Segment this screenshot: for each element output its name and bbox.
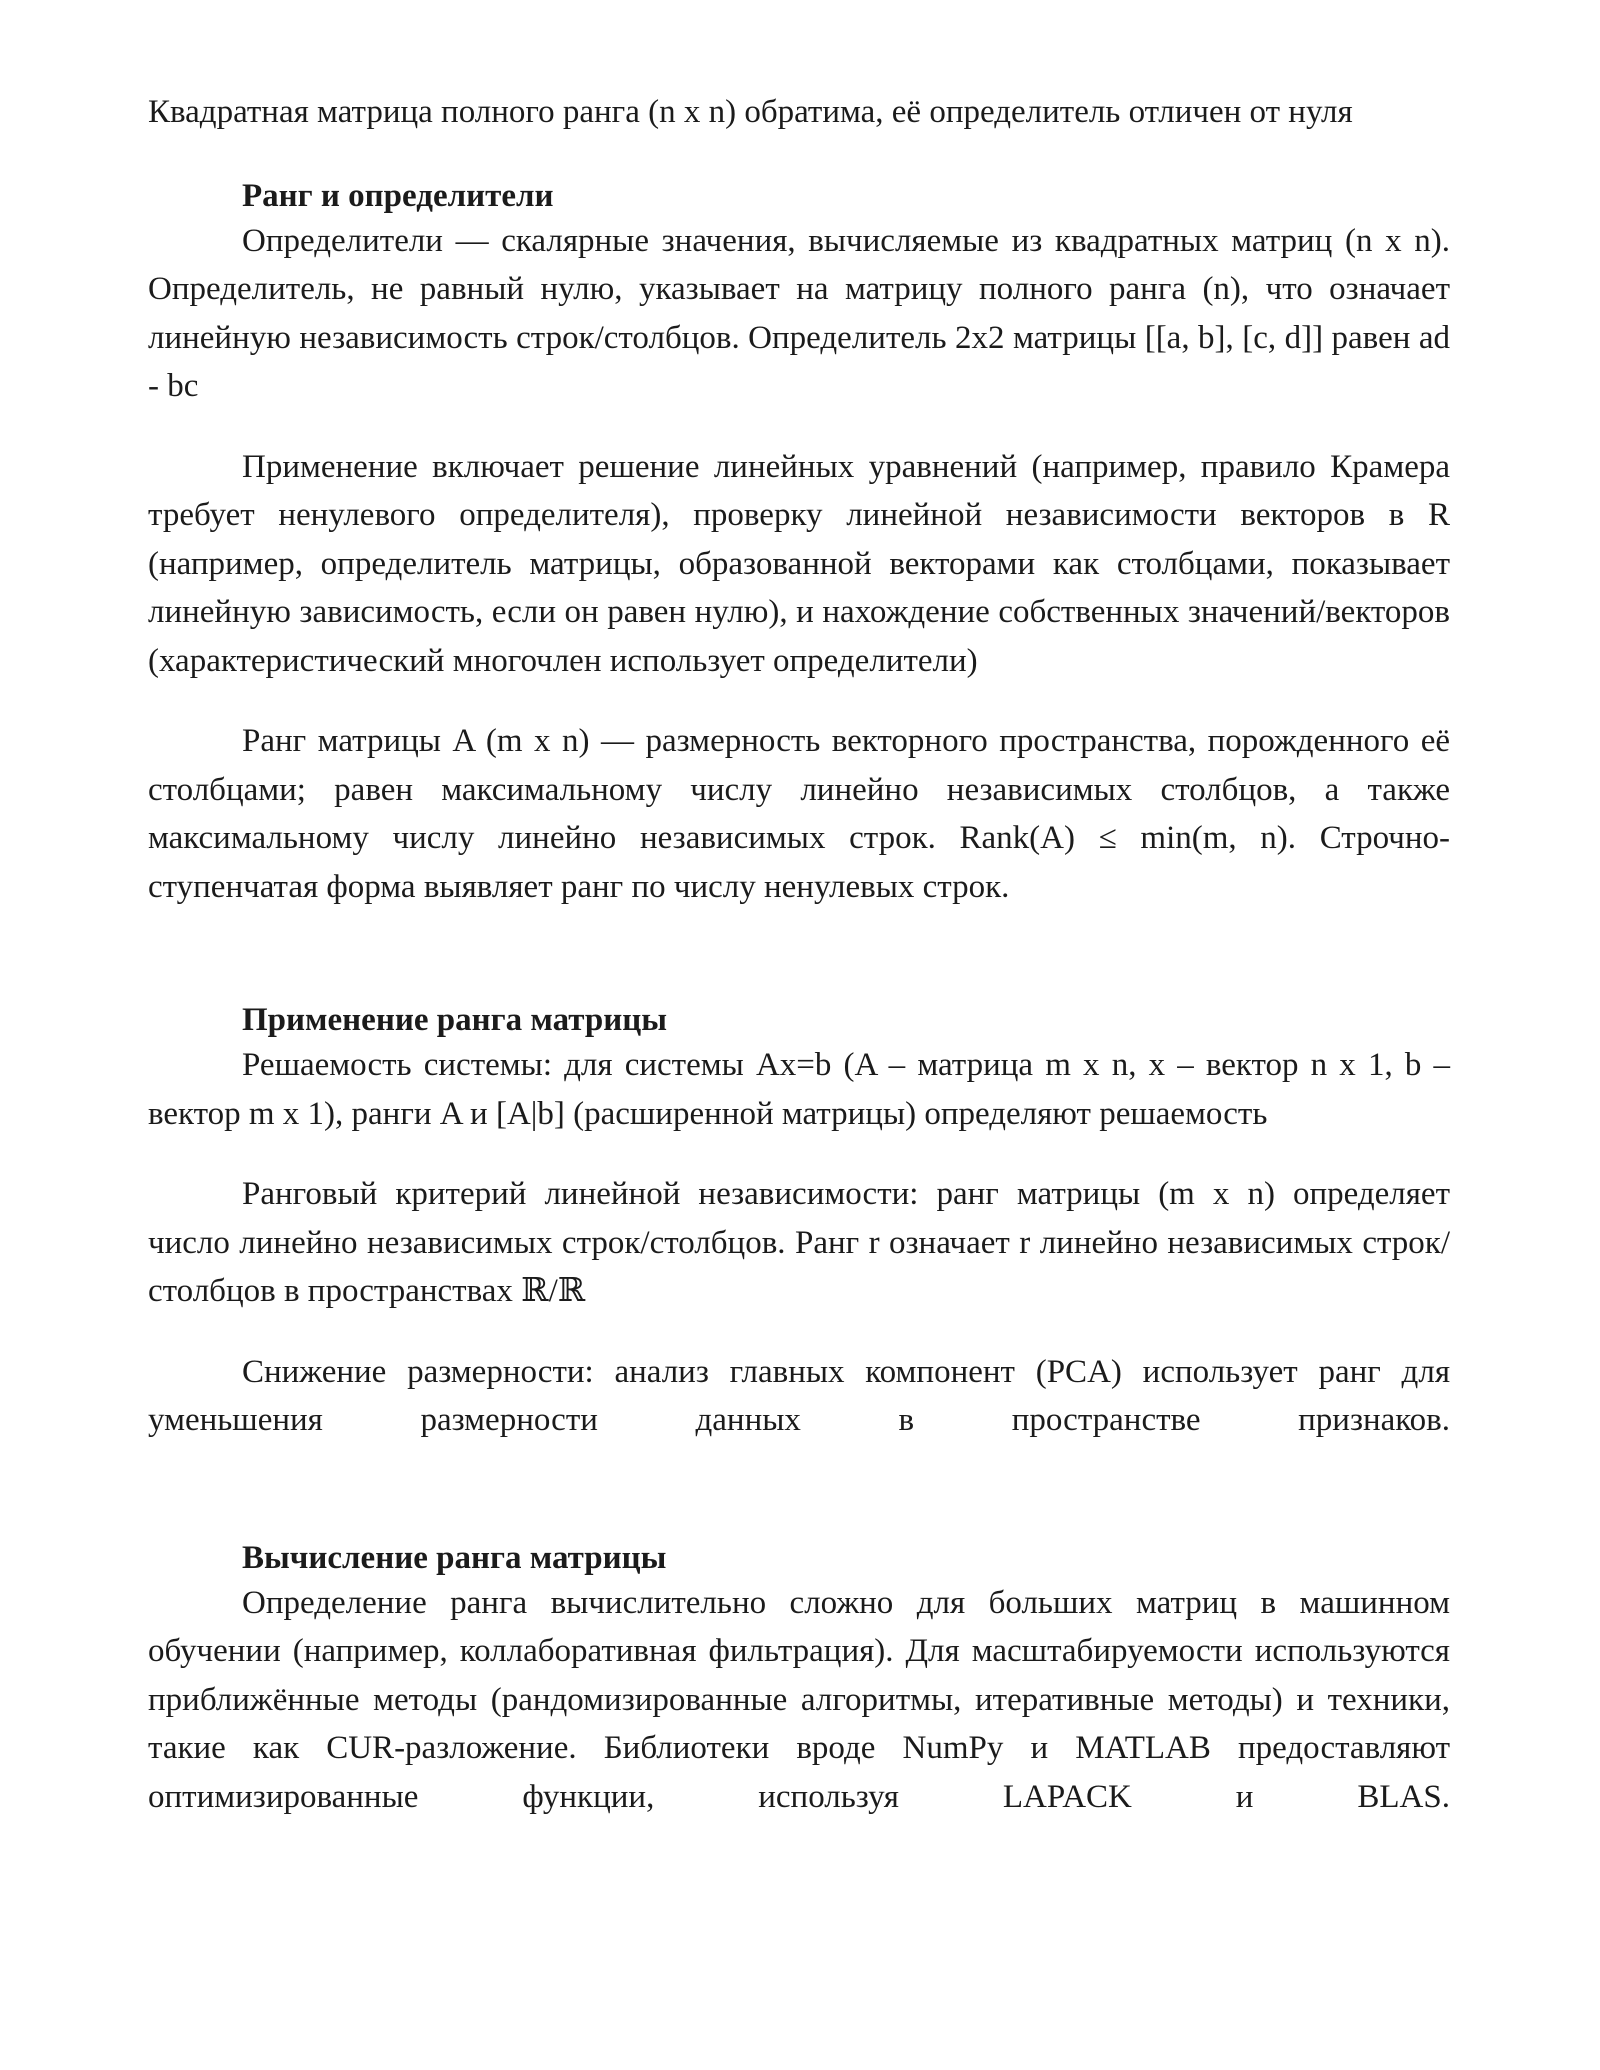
intro-paragraph: Квадратная матрица полного ранга (n x n) обратима, её определитель отличен от нуля — [148, 94, 1353, 130]
paragraph-rank-definition: Ранг матрицы A (m x n) — размерность векторного пространства, порожденного её столбцами; равен максимальному числу линейно независимых столбцов, а также максимальному числу линейно независимых строк. Rank(A) ≤ min(m, n). Строчно-ступенчатая форма выявляет ранг по числу ненулевых строк. — [148, 723, 1450, 905]
paragraph-dimensionality-reduction: Снижение размерности: анализ главных компонент (PCA) использует ранг для уменьшения размерности данных в пространстве признаков. — [148, 1353, 1450, 1438]
section-heading-rank-applications: Применение ранга матрицы — [242, 1002, 668, 1038]
paragraph-rank-computation: Определение ранга вычислительно сложно для больших матриц в машинном обучении (например, коллаборативная фильтрация). Для масштабируемости используются приближённые методы (рандомизированные алгоритмы, итеративные методы) и техники, такие как CUR-разложение. Библиотеки вроде NumPy и MATLAB предоставляют оптимизированные функции, используя LAPACK и BLAS. — [148, 1584, 1450, 1815]
section-heading-rank-determinants: Ранг и определители — [242, 177, 554, 214]
paragraph-system-solvability: Решаемость системы: для системы Ax=b (A – матрица m x n, x – вектор n x 1, b – вектор m x 1), ранги A и [A|b] (расширенной матрицы) определяют решаемость — [148, 1047, 1450, 1132]
document-page — [148, 88, 1450, 1821]
section-heading-rank-computation: Вычисление ранга матрицы — [242, 1539, 667, 1576]
paragraph-rank-criterion: Ранговый критерий линейной независимости: ранг матрицы (m x n) определяет число линейно независимых строк/столбцов. Ранг r означает r линейно независимых строк/столбцов в пространствах ℝ/ℝ — [148, 1176, 1450, 1309]
paragraph-determinants-applications: Применение включает решение линейных уравнений (например, правило Крамера требует ненулевого определителя), проверку линейной независимости векторов в R (например, определитель матрицы, образованной векторами как столбцами, показывает линейную зависимость, если он равен нулю), и нахождение собственных значений/векторов (характеристический многочлен использует определители) — [148, 448, 1450, 679]
paragraph-determinants-definition: Определители — скалярные значения, вычисляемые из квадратных матриц (n x n). Определитель, не равный нулю, указывает на матрицу полного ранга (n), что означает линейную независимость строк/столбцов. Определитель 2x2 матрицы [[a, b], [c, d]] равен ad - bc — [148, 222, 1450, 404]
